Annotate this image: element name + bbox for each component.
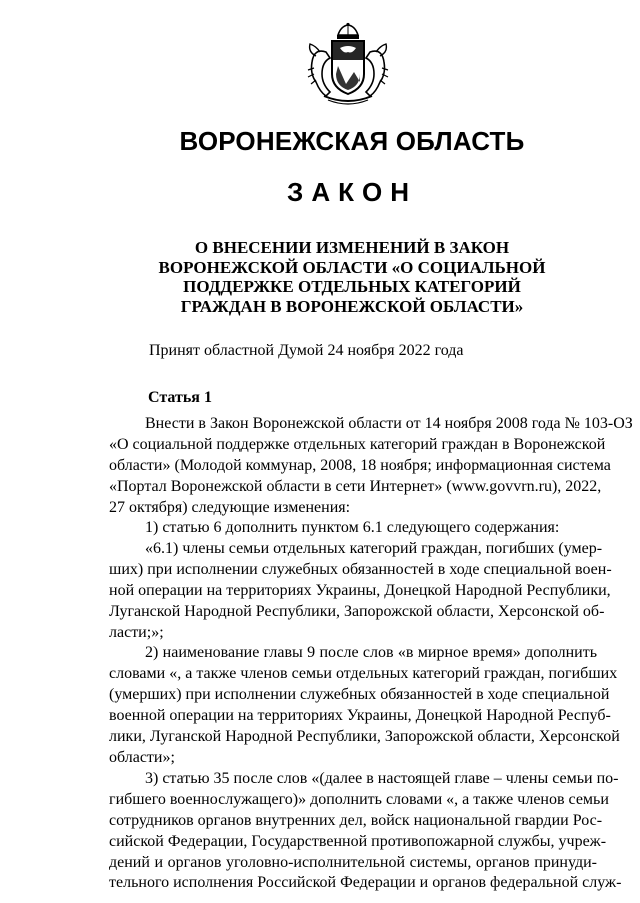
adoption-note: Принят областной Думой 24 ноября 2022 года <box>149 342 464 359</box>
text-line: области»; <box>109 748 175 766</box>
text-line: (умерших) при исполнении служебных обязанностей в ходе специальной <box>109 686 610 704</box>
text-line: «О социальной поддержке отдельных категорий граждан в Воронежской <box>109 435 606 453</box>
text-line: военной операции на территориях Украины, Донецкой Народной Респуб- <box>109 707 611 725</box>
document-type-title: ЗАКОН <box>287 177 417 207</box>
text-line: Луганской Народной Республики, Запорожской области, Херсонской об- <box>109 602 605 620</box>
text-line: 2) наименование главы 9 после слов «в мирное время» дополнить <box>145 644 597 662</box>
text-line: 27 октября) следующие изменения: <box>109 498 351 516</box>
text-line: «6.1) члены семьи отдельных категорий граждан, погибших (умер- <box>145 539 603 557</box>
law-name-line: ГРАЖДАН В ВОРОНЕЖСКОЙ ОБЛАСТИ» <box>180 296 524 316</box>
article-intro <box>109 414 633 519</box>
article-body <box>109 518 622 894</box>
text-line: ших) при исполнении служебных обязанностей в ходе специальной воен- <box>109 560 612 578</box>
text-line: сотрудников органов внутренних дел, войск национальной гвардии Рос- <box>109 811 603 829</box>
text-line: ласти;»; <box>109 623 164 641</box>
law-name-line: О ВНЕСЕНИИ ИЗМЕНЕНИЙ В ЗАКОН <box>194 238 510 257</box>
text-line: сийской Федерации, Государственной противопожарной службы, учреж- <box>109 832 607 850</box>
text-line: 3) статью 35 после слов «(далее в настоящей главе – члены семьи по- <box>145 769 619 787</box>
text-line: дений и органов уголовно-исполнительной системы, органов принуди- <box>109 853 597 871</box>
text-line: словами «, а также членов семьи отдельных категорий граждан, погибших <box>109 665 618 683</box>
law-name <box>0 238 640 316</box>
text-line: тельного исполнения Российской Федерации и органов федеральной служ- <box>109 874 622 892</box>
article-title: Статья 1 <box>148 389 212 406</box>
text-line: ной операции на территориях Украины, Донецкой Народной Республики, <box>109 581 611 599</box>
text-line: «Портал Воронежской области в сети Интернет» (www.govvrn.ru), 2022, <box>109 477 602 495</box>
coat-of-arms-icon <box>304 22 392 106</box>
law-name-line: ВОРОНЕЖСКОЙ ОБЛАСТИ «О СОЦИАЛЬНОЙ <box>158 257 546 277</box>
text-line: области» (Молодой коммунар, 2008, 18 ноября; информационная система <box>109 456 611 474</box>
text-line: 1) статью 6 дополнить пунктом 6.1 следующего содержания: <box>145 519 560 536</box>
text-line: Внести в Закон Воронежской области от 14 ноября 2008 года № 103-ОЗ <box>145 415 633 432</box>
text-line: гибшего военнослужащего)» дополнить словами «, а также членов семьи <box>109 790 609 808</box>
text-line: лики, Луганской Народной Республики, Запорожской области, Херсонской <box>109 728 620 746</box>
law-name-line: ПОДДЕРЖКЕ ОТДЕЛЬНЫХ КАТЕГОРИЙ <box>183 277 521 296</box>
region-title: ВОРОНЕЖСКАЯ ОБЛАСТЬ <box>179 126 525 156</box>
